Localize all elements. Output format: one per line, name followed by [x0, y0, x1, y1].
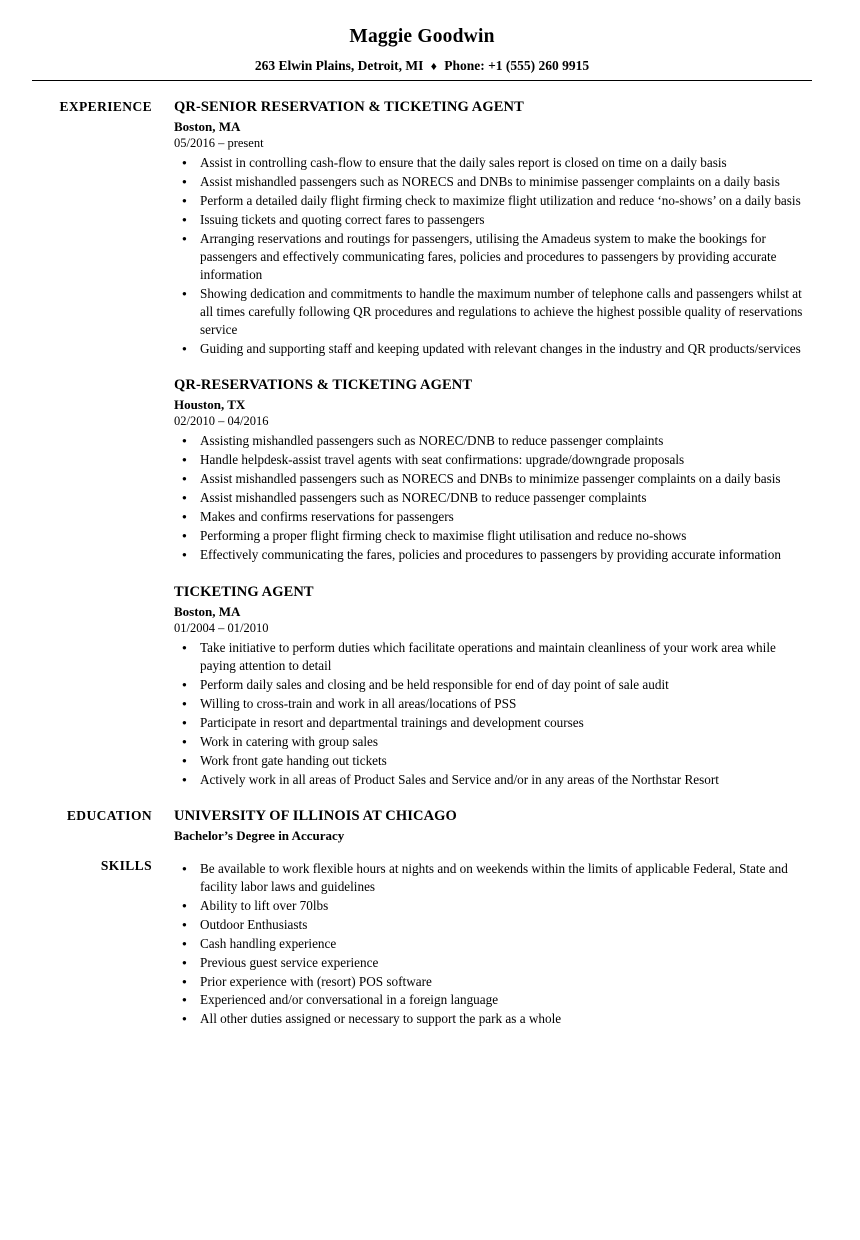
job-entry: [174, 99, 812, 357]
job-company: Houston, TX: [174, 397, 246, 413]
section-label-education: EDUCATION: [66, 807, 152, 823]
list-item: ● Work in catering with group sales: [174, 733, 812, 751]
job-dates: 02/2010 – 04/2016: [174, 414, 269, 429]
list-item: ● Makes and confirms reservations for passengers: [174, 508, 812, 526]
contact-line: [32, 58, 812, 74]
section-education: [32, 808, 812, 844]
list-item: ● Perform a detailed daily flight firming check to maximize flight utilization and reduce ‘no-shows’ on a daily basis: [174, 192, 812, 210]
list-item: ● Ability to lift over 70lbs: [174, 897, 812, 915]
job-bullet-list: [174, 432, 812, 564]
list-item: ● Performing a proper flight firming check to maximise flight utilisation and reduce no-shows: [174, 527, 812, 545]
skills-body: [174, 858, 812, 1030]
job-entry: [174, 584, 812, 789]
list-item: ● Experienced and/or conversational in a foreign language: [174, 991, 812, 1009]
diamond-separator-icon: ♦: [430, 59, 437, 73]
list-item: ● Participate in resort and departmental trainings and development courses: [174, 714, 812, 732]
list-item: ● Cash handling experience: [174, 935, 812, 953]
list-item: ● Assist mishandled passengers such as NORECS and DNBs to minimize passenger complaints on a daily basis: [174, 470, 812, 488]
list-item: ● Perform daily sales and closing and be held responsible for end of day point of sale audit: [174, 676, 812, 694]
header-divider: [32, 80, 812, 81]
list-item: ● Guiding and supporting staff and keeping updated with relevant changes in the industry and QR products/services: [174, 340, 812, 358]
job-company: Boston, MA: [174, 604, 241, 620]
job-dates: 01/2004 – 01/2010: [174, 621, 269, 636]
list-item: ● Willing to cross-train and work in all areas/locations of PSS: [174, 695, 812, 713]
list-item: ● Previous guest service experience: [174, 954, 812, 972]
section-label-experience: EXPERIENCE: [59, 99, 152, 114]
list-item: ● Outdoor Enthusiasts: [174, 916, 812, 934]
education-school: UNIVERSITY OF ILLINOIS AT CHICAGO: [174, 807, 457, 824]
list-item: ● Issuing tickets and quoting correct fares to passengers: [174, 211, 812, 229]
section-experience: [32, 99, 812, 790]
job-title: TICKETING AGENT: [174, 584, 314, 601]
list-item: ● Assisting mishandled passengers such as NOREC/DNB to reduce passenger complaints: [174, 432, 812, 450]
job-bullet-list: [174, 154, 812, 357]
list-item: ● All other duties assigned or necessary to support the park as a whole: [174, 1010, 812, 1028]
job-dates: 05/2016 – present: [174, 136, 264, 150]
list-item: ● Be available to work flexible hours at nights and on weekends within the limits of applicable Federal, State and facility labor laws and guidelines: [174, 860, 812, 896]
list-item: ● Effectively communicating the fares, policies and procedures to passengers by providing accurate information: [174, 546, 812, 564]
list-item: ● Arranging reservations and routings for passengers, utilising the Amadeus system to make the bookings for passengers and effectively communicating fares, policies and procedures to passengers by providing accurate information: [174, 230, 812, 284]
job-entry: [174, 377, 812, 564]
list-item: ● Take initiative to perform duties which facilitate operations and maintain cleanliness of your work area while paying attention to detail: [174, 639, 812, 675]
job-title: QR-SENIOR RESERVATION & TICKETING AGENT: [174, 99, 524, 115]
job-title: QR-RESERVATIONS & TICKETING AGENT: [174, 377, 473, 394]
section-label-skills: SKILLS: [100, 857, 152, 873]
section-skills: [32, 858, 812, 1030]
list-item: ● Assist in controlling cash-flow to ensure that the daily sales report is closed on time on a daily basis: [174, 154, 812, 172]
contact-phone: Phone: +1 (555) 260 9915: [444, 58, 590, 73]
list-item: ● Assist mishandled passengers such as NOREC/DNB to reduce passenger complaints: [174, 489, 812, 507]
list-item: ● Actively work in all areas of Product Sales and Service and/or in any areas of the Northstar Resort: [174, 771, 812, 789]
education-body: [174, 808, 812, 844]
list-item: ● Work front gate handing out tickets: [174, 752, 812, 770]
experience-body: [174, 99, 812, 790]
job-company: Boston, MA: [174, 119, 241, 134]
contact-address: 263 Elwin Plains, Detroit, MI: [254, 58, 424, 73]
skills-bullet-list: [174, 860, 812, 1029]
list-item: ● Showing dedication and commitments to handle the maximum number of telephone calls and passengers whilst at all times carefully following QR procedures and regulations to achieve the highest possible quality of reservations service: [174, 285, 812, 339]
education-degree: Bachelor’s Degree in Accuracy: [174, 827, 345, 843]
list-item: ● Handle helpdesk-assist travel agents with seat confirmations: upgrade/downgrade proposals: [174, 451, 812, 469]
candidate-name: Maggie Goodwin: [349, 26, 495, 47]
list-item: ● Assist mishandled passengers such as NORECS and DNBs to minimise passenger complaints on a daily basis: [174, 173, 812, 191]
list-item: ● Prior experience with (resort) POS software: [174, 973, 812, 991]
job-bullet-list: [174, 639, 812, 789]
